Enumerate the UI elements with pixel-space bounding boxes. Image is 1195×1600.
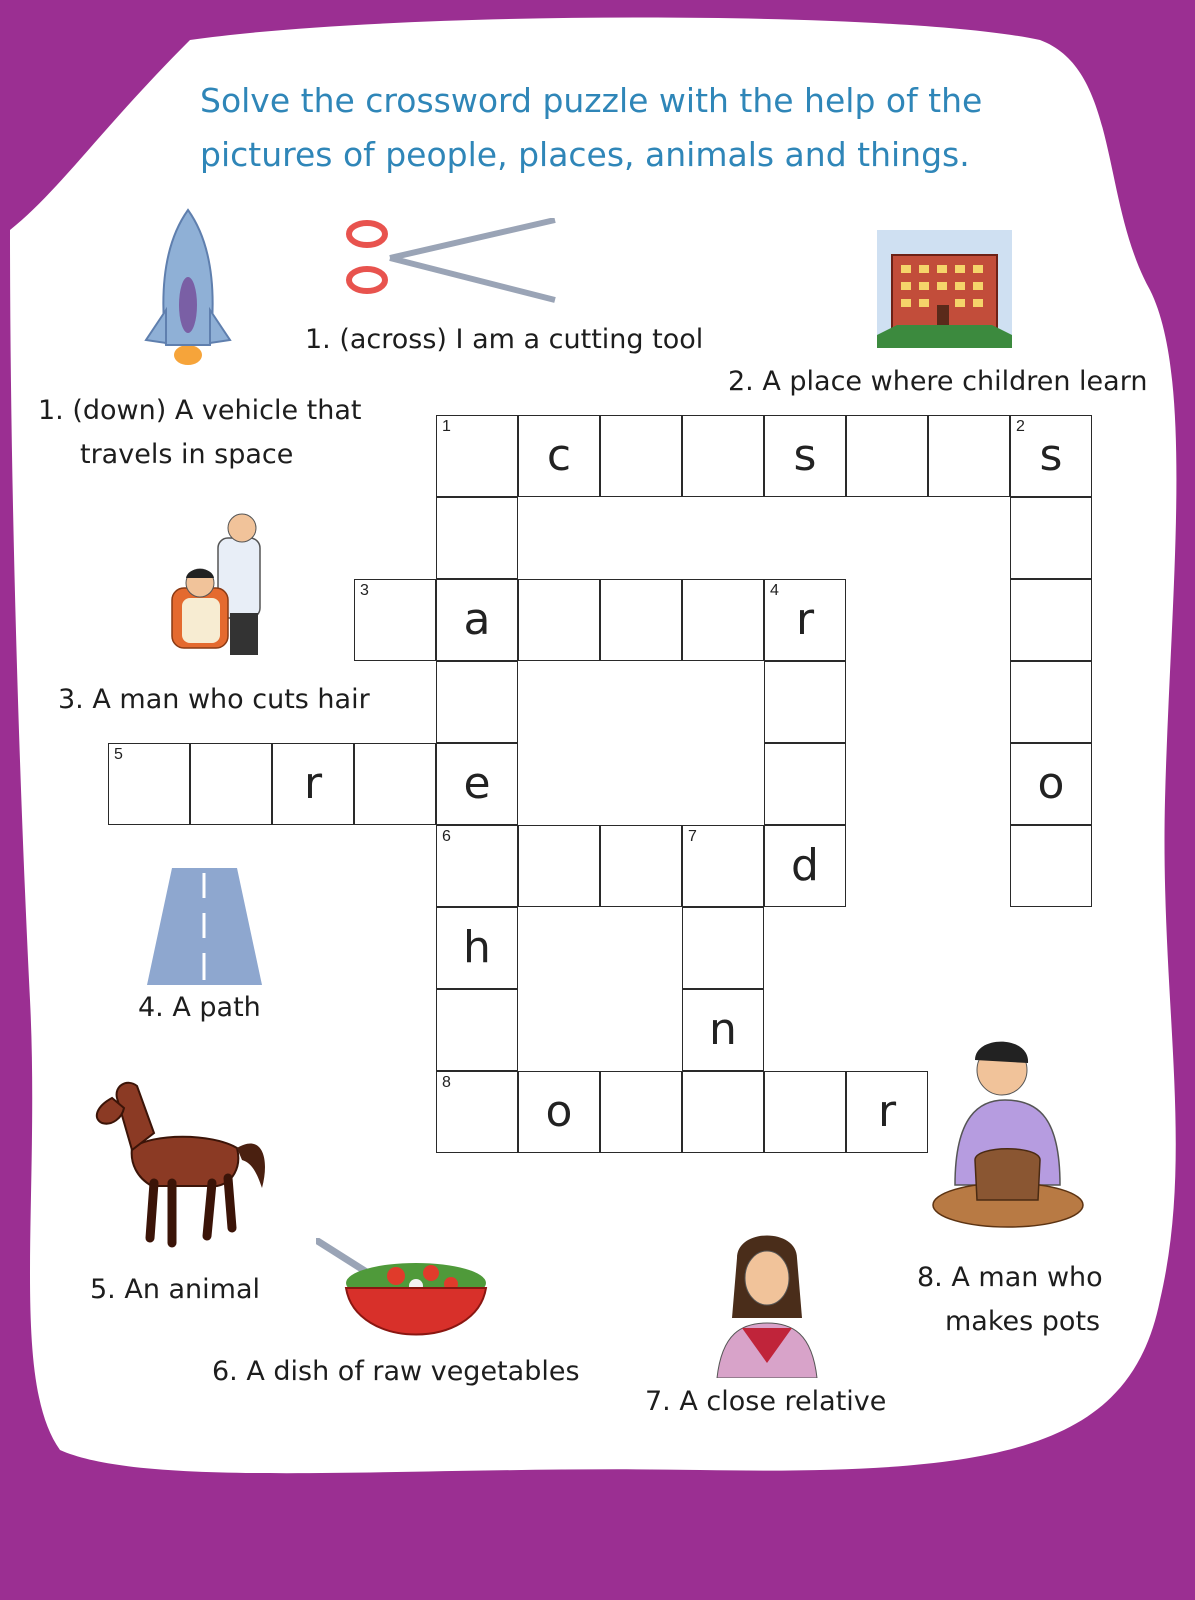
- clue-7: 7. A close relative: [645, 1386, 887, 1417]
- rocket-picture: [138, 205, 238, 370]
- crossword-cell[interactable]: [600, 825, 682, 907]
- crossword-cell[interactable]: [436, 661, 518, 743]
- cell-letter: a: [463, 594, 491, 645]
- clue-number: 2: [1016, 418, 1025, 435]
- crossword-cell[interactable]: [1010, 661, 1092, 743]
- barber-picture: [170, 508, 270, 658]
- crossword-cell[interactable]: [436, 825, 518, 907]
- crossword-cell[interactable]: [1010, 743, 1092, 825]
- clue-number: 4: [770, 582, 779, 599]
- crossword-cell[interactable]: [518, 415, 600, 497]
- clue-8-line2: makes pots: [945, 1306, 1101, 1337]
- crossword-cell[interactable]: [600, 1071, 682, 1153]
- crossword-cell[interactable]: [436, 579, 518, 661]
- clue-4: 4. A path: [138, 992, 261, 1023]
- crossword-cell[interactable]: [518, 579, 600, 661]
- cell-letter: o: [545, 1086, 573, 1137]
- crossword-cell[interactable]: [436, 743, 518, 825]
- cell-letter: n: [709, 1004, 737, 1055]
- scissors-picture: [345, 218, 560, 308]
- cell-letter: h: [463, 922, 491, 973]
- crossword-cell[interactable]: [846, 415, 928, 497]
- crossword-cell[interactable]: [600, 415, 682, 497]
- school-building-picture: [877, 230, 1012, 348]
- clue-number: 5: [114, 746, 123, 763]
- clue-6: 6. A dish of raw vegetables: [212, 1356, 580, 1387]
- cell-letter: r: [795, 594, 815, 645]
- clue-8-line1: 8. A man who: [917, 1262, 1103, 1293]
- crossword-cell[interactable]: [436, 1071, 518, 1153]
- crossword-cell[interactable]: [354, 743, 436, 825]
- potter-picture: [930, 1035, 1085, 1235]
- clue-1-down-line2: travels in space: [80, 439, 294, 470]
- crossword-cell[interactable]: [682, 1071, 764, 1153]
- clue-1-down-line1: 1. (down) A vehicle that: [38, 395, 362, 426]
- crossword-cell[interactable]: [764, 825, 846, 907]
- crossword-cell[interactable]: [436, 497, 518, 579]
- cell-letter: s: [1039, 430, 1063, 481]
- cell-letter: e: [463, 758, 491, 809]
- crossword-cell[interactable]: [764, 661, 846, 743]
- crossword-cell[interactable]: [108, 743, 190, 825]
- clue-number: 7: [688, 828, 697, 845]
- cell-letter: c: [546, 430, 572, 481]
- crossword-cell[interactable]: [682, 907, 764, 989]
- instructions-text: Solve the crossword puzzle with the help of the pictures of people, places, animals and things.: [200, 81, 983, 174]
- crossword-cell[interactable]: [682, 825, 764, 907]
- cell-letter: s: [793, 430, 817, 481]
- cell-letter: r: [303, 758, 323, 809]
- crossword-cell[interactable]: [682, 415, 764, 497]
- crossword-cell[interactable]: [600, 579, 682, 661]
- cell-letter: o: [1037, 758, 1065, 809]
- cell-letter: d: [791, 840, 819, 891]
- cell-letter: r: [877, 1086, 897, 1137]
- crossword-cell[interactable]: [518, 1071, 600, 1153]
- crossword-cell[interactable]: [1010, 825, 1092, 907]
- crossword-cell[interactable]: [764, 743, 846, 825]
- salad-bowl-picture: [316, 1238, 496, 1350]
- clue-number: 6: [442, 828, 451, 845]
- crossword-cell[interactable]: [1010, 497, 1092, 579]
- clue-5: 5. An animal: [90, 1274, 261, 1305]
- crossword-cell[interactable]: [1010, 415, 1092, 497]
- road-picture: [147, 868, 262, 985]
- clue-number: 1: [442, 418, 451, 435]
- crossword-cell[interactable]: [354, 579, 436, 661]
- woman-relative-picture: [712, 1228, 822, 1378]
- clue-2-down: 2. A place where children learn: [728, 366, 1148, 397]
- crossword-cell[interactable]: [436, 907, 518, 989]
- crossword-cell[interactable]: [436, 415, 518, 497]
- crossword-cell[interactable]: [682, 989, 764, 1071]
- crossword-cell[interactable]: [682, 579, 764, 661]
- crossword-cell[interactable]: [846, 1071, 928, 1153]
- crossword-cell[interactable]: [764, 579, 846, 661]
- clue-number: 8: [442, 1074, 451, 1091]
- crossword-cell[interactable]: [1010, 579, 1092, 661]
- crossword-cell[interactable]: [436, 989, 518, 1071]
- crossword-cell[interactable]: [764, 1071, 846, 1153]
- clue-number: 3: [360, 582, 369, 599]
- clue-3: 3. A man who cuts hair: [58, 684, 370, 715]
- crossword-cell[interactable]: [764, 415, 846, 497]
- crossword-cell[interactable]: [272, 743, 354, 825]
- horse-picture: [92, 1078, 270, 1248]
- crossword-cell[interactable]: [928, 415, 1010, 497]
- clue-1-across: 1. (across) I am a cutting tool: [305, 324, 704, 355]
- crossword-cell[interactable]: [190, 743, 272, 825]
- crossword-cell[interactable]: [518, 825, 600, 907]
